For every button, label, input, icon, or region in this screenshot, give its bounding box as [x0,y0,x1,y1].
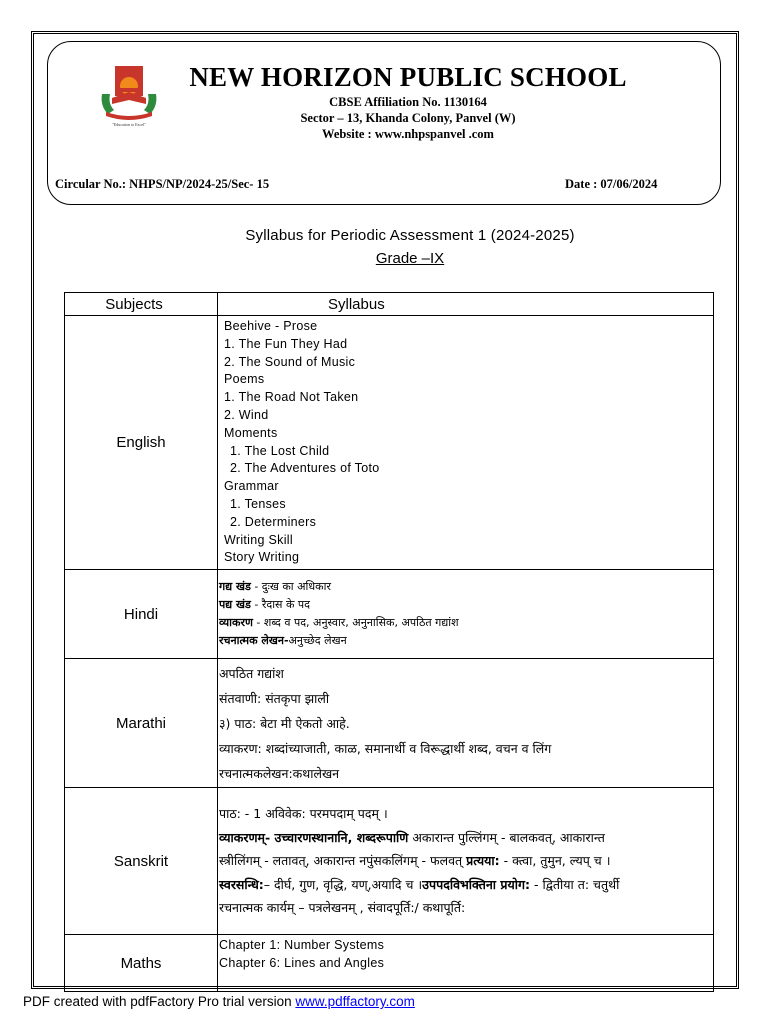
subject-english: English [65,316,218,570]
syllabus-line: 1. The Fun They Had [224,336,348,351]
table-row-hindi [65,570,714,659]
syllabus-english [218,316,714,570]
affiliation: CBSE Affiliation No. 1130164 [329,95,487,109]
subject-hindi: Hindi [65,570,218,659]
syllabus-line: 1. The Road Not Taken [224,390,359,405]
website: Website : www.nhpspanvel .com [322,127,494,141]
table-row-sanskrit [65,788,714,935]
header-syllabus: Syllabus [218,293,714,316]
syllabus-sanskrit [218,788,714,935]
subject-marathi: Marathi [65,659,218,788]
pdf-footer [23,994,415,1009]
syllabus-line: Story Writing [224,550,300,565]
syllabus-line: Writing Skill [224,532,293,547]
syllabus-line: व्याकरण - शब्द व पद, अनुस्वार, अनुनासिक, अपठित गद्यांश [219,616,459,630]
subject-sanskrit: Sanskrit [65,788,218,935]
circular-date: Date : 07/06/2024 [565,177,658,191]
syllabus-line: Moments [224,425,278,440]
syllabus-line: 2. The Adventures of Toto [230,461,380,476]
subject-maths: Maths [65,935,218,992]
syllabus-line: 1. The Lost Child [230,443,330,458]
table-row-english [65,316,714,570]
syllabus-line: संतवाणी: संतकृपा झाली [219,690,330,706]
syllabus-line: रचनात्मकलेखन:कथालेखन [219,765,340,781]
syllabus-line: Poems [224,372,265,387]
syllabus-line: Beehive - Prose [224,319,318,333]
syllabus-table [64,292,714,992]
syllabus-hindi [218,570,714,659]
circular-number: Circular No.: NHPS/NP/2024-25/Sec- 15 [55,177,270,191]
syllabus-line: Chapter 1: Number Systems [219,938,385,953]
syllabus-line: ३) पाठ: बेटा मी ऐकतो आहे. [219,715,350,731]
table-row-marathi [65,659,714,788]
syllabus-line: पद्य खंड - रैदास के पद [219,598,311,612]
table-header-row [65,293,714,316]
syllabus-line: रचनात्मक कार्यम् – पत्रलेखनम् , संवादपूर्ति:/ कथापूर्ति: [219,900,466,916]
table-row-maths [65,935,714,992]
header-subjects: Subjects [65,293,218,316]
syllabus-line: व्याकरणम्- उच्चारणस्थानानि, शब्दरूपाणि अकारान्त पुल्लिंगम् - बालकवत्, आकारान्त [219,829,605,845]
syllabus-line: रचनात्मक लेखन-अनुच्छेद लेखन [219,634,347,648]
syllabus-line: Grammar [224,479,279,494]
address: Sector – 13, Khanda Colony, Panvel (W) [300,111,516,125]
syllabus-line: 2. Determiners [230,514,317,529]
syllabus-line: स्वरसन्धि:– दीर्घ, गुण, वृद्धि, यण्,अयादि च ।उपपदविभक्तिना प्रयोग: - द्वितीया त: चतुर्थी [219,876,620,892]
syllabus-line: 2. The Sound of Music [224,354,356,369]
pdffactory-link[interactable]: www.pdffactory.com [295,994,415,1009]
syllabus-line: 1. Tenses [230,496,286,511]
syllabus-maths [218,935,714,992]
school-name: NEW HORIZON PUBLIC SCHOOL [189,62,627,92]
syllabus-line: Chapter 6: Lines and Angles [219,955,385,970]
syllabus-line: अपठित गद्यांश [219,665,284,681]
syllabus-title: Syllabus for Periodic Assessment 1 (2024-2025) [245,227,575,244]
grade-title: Grade –IX [375,250,445,267]
svg-text:"Education to Excel": "Education to Excel" [112,122,146,127]
syllabus-line: पाठ: - 1 अविवेक: परमपदाम् पदम् । [219,806,388,822]
syllabus-line: गद्य खंड - दुःख का अधिकार [219,580,331,594]
syllabus-marathi [218,659,714,788]
syllabus-line: व्याकरण: शब्दांच्याजाती, काळ, समानार्थी व विरूद्धार्थी शब्द, वचन व लिंग [219,740,552,756]
syllabus-line: 2. Wind [224,407,269,422]
footer-text: PDF created with pdfFactory Pro trial version [23,994,296,1009]
syllabus-line: स्त्रीलिंगम् - लतावत्, अकारान्त नपुंसकलिंगम् - फलवत् प्रत्यया: - क्त्वा, तुमुन, ल्यप् च । [219,853,611,869]
